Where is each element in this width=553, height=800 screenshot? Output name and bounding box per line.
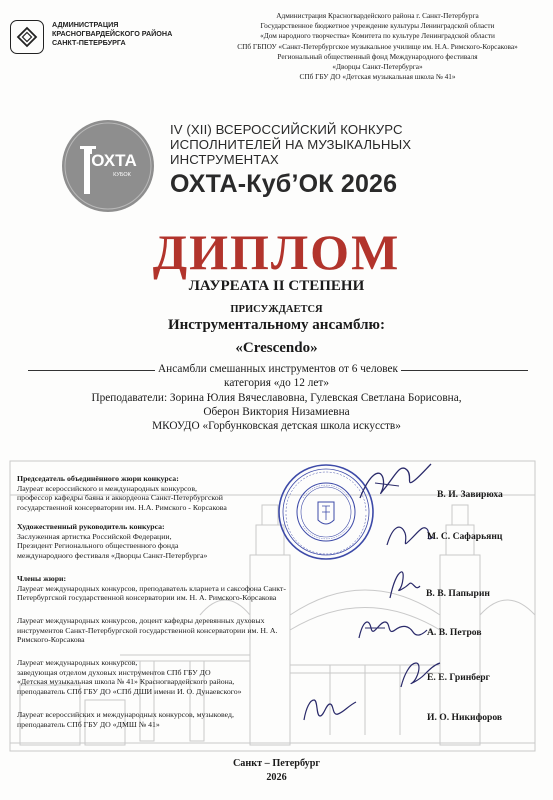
jury-text-line: Лауреат всероссийских и международных конкурсов, музыковед, (17, 710, 234, 719)
signatory-name: Е. Е. Гринберг (427, 672, 490, 683)
signature-papyrin (385, 566, 425, 606)
organizer-line: «Дворцы Санкт-Петербурга» (332, 62, 423, 72)
jury-member-2-block (17, 616, 347, 645)
jury-text-line: Римского-Корсакова (17, 635, 85, 645)
teachers-line: Оберон Виктория Низамиевна (203, 405, 350, 418)
signature-petrov (355, 608, 430, 648)
signatory-name: А. В. Петров (427, 627, 482, 638)
divider (28, 370, 155, 371)
signature-zavirukha (355, 458, 435, 508)
teachers-line: Преподаватели: Зорина Юлия Вячеславовна, Гулевская Светлана Борисовна, (91, 392, 462, 404)
school-name: МКОУДО «Горбунковская детская школа искусств» (152, 420, 401, 432)
contest-logo-subtext: КУБОК (113, 172, 131, 178)
organizer-line: Государственное бюджетное учреждение культуры Ленинградской области (260, 21, 495, 31)
teachers (0, 392, 553, 419)
contest-name: ОХТА-Куб’ОК 2026 (170, 170, 398, 198)
organizers-list (205, 11, 550, 82)
admin-logo-line: САНКТ-ПЕТЕРБУРГА (52, 38, 126, 47)
contest-title-line: ИНСТРУМЕНТАХ (170, 152, 279, 167)
jury-text-line: Лауреат всероссийского и международных конкурсов, (17, 483, 197, 493)
jury-text-line: преподаватель СПб ГБУ ДО «ДМШ № 41» (17, 719, 160, 729)
contest-logo (60, 118, 156, 214)
recipient-label: Инструментальному ансамблю: (167, 317, 386, 333)
city: Санкт – Петербург (232, 758, 321, 769)
contest-title-line: IV (XII) ВСЕРОССИЙСКИЙ КОНКУРС (170, 122, 403, 137)
jury-text-line: государственной консерватории им. Н.А. Римского - Корсакова (17, 502, 227, 512)
jury-text-line: Лауреат международных конкурсов, доцент кафедры деревянных духовых (17, 616, 265, 625)
nomination-row (28, 363, 528, 375)
diamond-icon (10, 20, 44, 54)
diploma-title: ДИПЛОМ (152, 224, 401, 280)
organizer-line: «Дом народного творчества» Комитета по культуре Ленинградской области (260, 31, 495, 41)
contest-logo-text: ОХТА (91, 151, 137, 170)
signature-nikiforov (300, 690, 360, 730)
awarded-label: ПРИСУЖДАЕТСЯ (230, 304, 323, 315)
admin-logo-line: АДМИНИСТРАЦИЯ (52, 20, 119, 29)
organizer-line: Администрация Красногвардейского района г. Санкт-Петербурга (276, 11, 479, 20)
signatory-name: В. В. Папырин (426, 588, 490, 599)
jury-text-line: заведующая отделом духовых инструментов СПб ГБУ ДО (17, 667, 211, 677)
signatory-name: В. И. Завирюха (437, 489, 503, 500)
organizer-line: СПб ГБУ ДО «Детская музыкальная школа № 41» (299, 72, 456, 82)
contest-title (170, 122, 550, 167)
organizer-line: СПб ГБПОУ «Санкт-Петербургское музыкальное училище им. Н.А. Римского-Корсакова» (237, 41, 518, 51)
jury-text-line: Заслуженная артистка Российской Федерации, (17, 531, 172, 541)
jury-text-line: Лауреат международных конкурсов, преподаватель кларнета и саксофона Санкт- (17, 583, 286, 593)
laureate-degree: ЛАУРЕАТА II СТЕПЕНИ (188, 278, 365, 294)
jury-members-heading: Члены жюри: (17, 574, 67, 583)
jury-member-4-block (17, 710, 347, 729)
jury-text-line: международного фестиваля «Дворцы Санкт-Петербурга» (17, 550, 208, 560)
administration-logo (10, 16, 200, 60)
signatory-name: И. О. Никифоров (427, 712, 503, 723)
jury-text-line: «Детская музыкальная школа № 41» Красногвардейского района, (17, 677, 235, 687)
contest-title-line: ИСПОЛНИТЕЛЕЙ НА МУЗЫКАЛЬНЫХ (170, 137, 412, 152)
jury-text-line: Лауреат международных конкурсов, (17, 658, 138, 667)
jury-text-line: Петербургской государственной консерватории им. Н. А. Римского-Корсакова (17, 593, 277, 603)
divider (401, 370, 528, 371)
age-category: категория «до 12 лет» (224, 377, 329, 389)
jury-text-line: Президент Регионального общественного фонда (17, 541, 179, 551)
signatory-name: М. С. Сафарьянц (427, 531, 503, 542)
organizer-line: Региональный общественный фонд Международного фестиваля (277, 51, 478, 61)
jury-text-line: преподаватель СПб ГБУ ДО «СПб ДШИ имени И. О. Дунаевского» (17, 686, 242, 696)
nomination: Ансамбли смешанных инструментов от 6 человек (158, 363, 399, 375)
jury-text-line: инструментов Санкт-Петербургской государственной консерватории им. Н. А. (17, 625, 278, 635)
ensemble-name: «Crescendo» (235, 340, 318, 356)
artistic-director-heading: Художественный руководитель конкурса: (17, 522, 165, 531)
jury-member-1-block (17, 574, 347, 603)
year: 2026 (266, 772, 287, 783)
admin-logo-line: КРАСНОГВАРДЕЙСКОГО РАЙОНА (52, 29, 173, 38)
administration-logo-text (52, 20, 172, 47)
jury-chair-heading: Председатель объединённого жюри конкурса: (17, 474, 179, 483)
jury-member-3-block (17, 658, 347, 696)
jury-text-line: профессор кафедры баяна и аккордеона Санкт-Петербургской (17, 493, 223, 503)
